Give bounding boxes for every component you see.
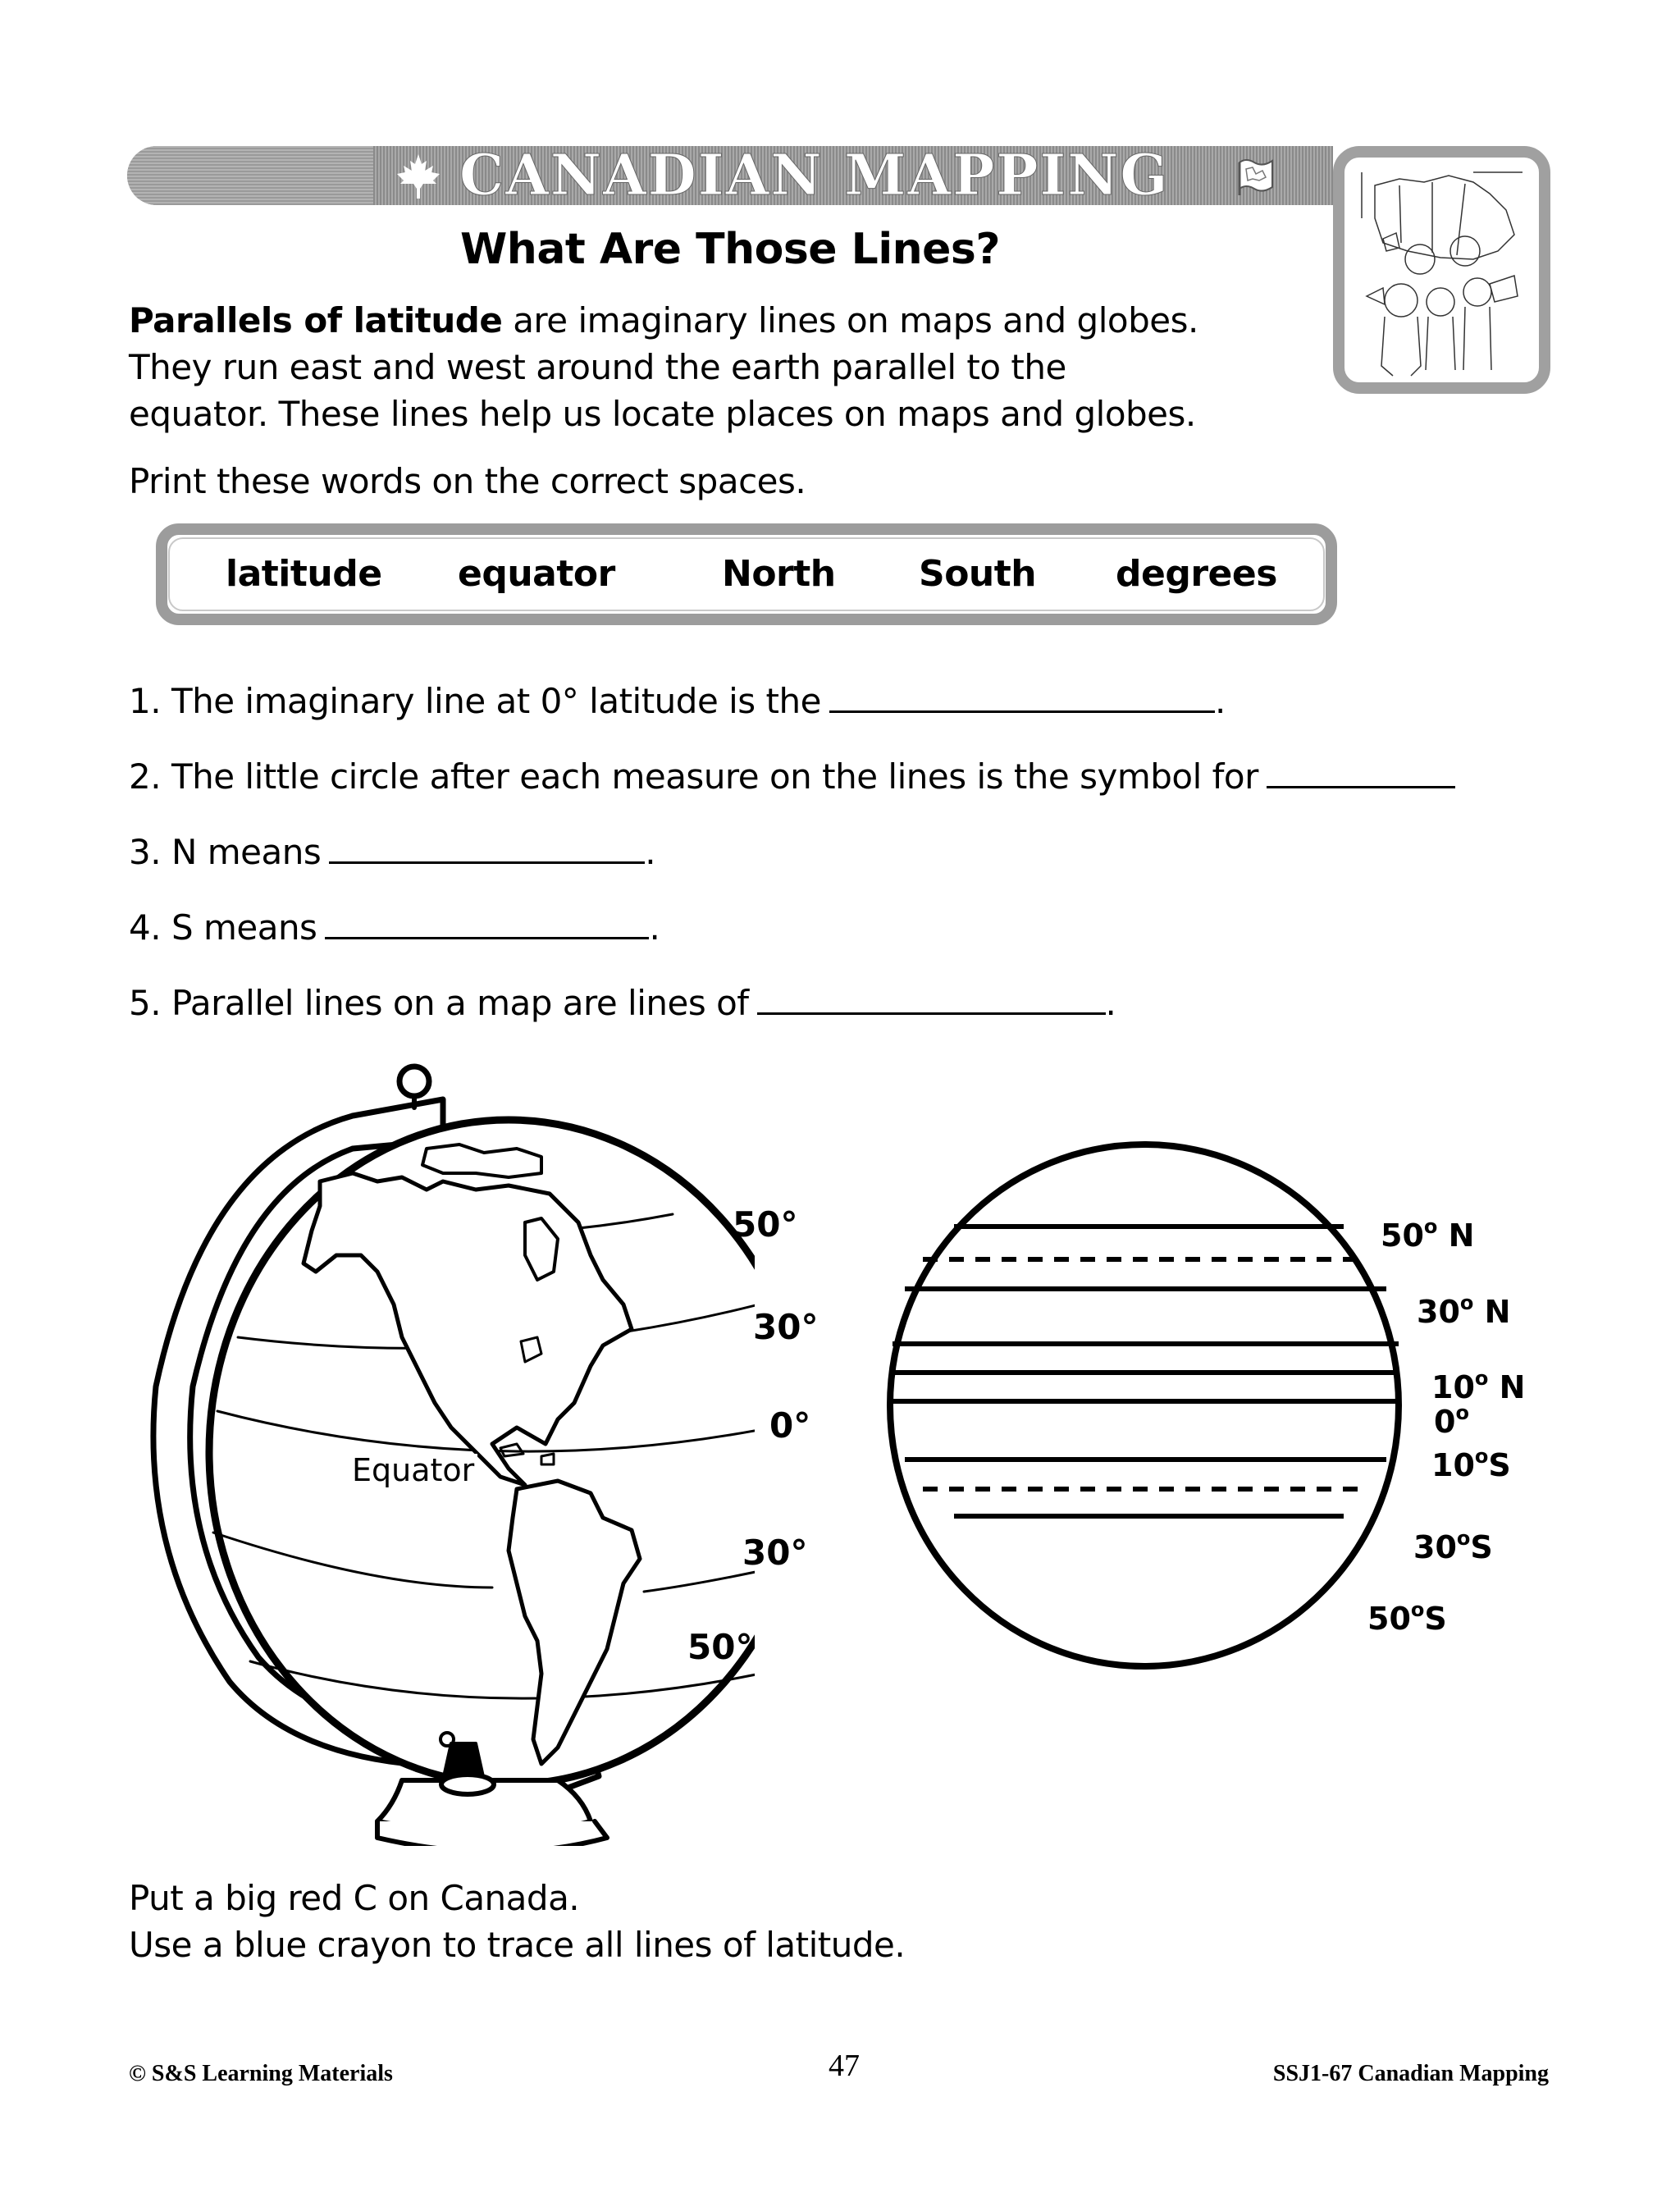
question-text: Parallel lines on a map are lines of — [171, 983, 749, 1023]
circle-label-30s: 30$^o$S — [1413, 1527, 1493, 1565]
intro-paragraph — [129, 297, 1359, 437]
answer-blank-4[interactable] — [325, 901, 649, 939]
latitude-circle-diagram — [878, 1136, 1419, 1678]
globe-label-30n: 30° — [753, 1307, 819, 1347]
question-text: N means — [171, 832, 322, 872]
question-text: The little circle after each measure on the lines is the symbol for — [171, 756, 1258, 797]
circle-label-30n: 30$^o$ N — [1417, 1291, 1511, 1330]
circle-label-10n: 10$^o$ N — [1431, 1367, 1526, 1405]
scroll-map-icon — [1235, 156, 1277, 197]
circle-label-10s: 10$^o$S — [1431, 1445, 1511, 1483]
question-number: 4. — [129, 907, 162, 948]
question-end: . — [1214, 681, 1226, 721]
word-bank-item-degrees: degrees — [1116, 553, 1277, 595]
question-4 — [129, 901, 660, 953]
globe-label-50s: 50° — [687, 1627, 753, 1667]
question-2 — [129, 750, 1455, 802]
word-bank-item-south: South — [919, 553, 1037, 595]
question-number: 1. — [129, 681, 162, 721]
question-number: 2. — [129, 756, 162, 797]
question-5 — [129, 976, 1116, 1028]
question-text: The imaginary line at 0° latitude is the — [171, 681, 821, 721]
footer-copyright: © S&S Learning Materials — [129, 2061, 393, 2086]
maple-leaf-icon — [395, 153, 441, 200]
answer-blank-5[interactable] — [757, 976, 1106, 1015]
word-bank-instruction: Print these words on the correct spaces. — [129, 461, 806, 501]
intro-line-2: They run east and west around the earth parallel to the — [129, 347, 1066, 387]
question-number: 3. — [129, 832, 162, 872]
question-end: . — [645, 832, 656, 872]
instruction-trace-latitude: Use a blue crayon to trace all lines of latitude. — [129, 1925, 906, 1965]
globe-label-30s: 30° — [742, 1533, 808, 1573]
word-bank-item-equator: equator — [458, 553, 615, 595]
answer-blank-2[interactable] — [1267, 750, 1455, 788]
question-3 — [129, 825, 655, 877]
answer-blank-3[interactable] — [329, 825, 645, 864]
globe-label-0: 0° — [769, 1405, 811, 1446]
instruction-canada-red-c: Put a big red C on Canada. — [129, 1878, 580, 1918]
equator-label: Equator — [349, 1454, 477, 1487]
intro-line-1: are imaginary lines on maps and globes. — [502, 300, 1198, 340]
circle-label-50n: 50$^o$ N — [1381, 1215, 1475, 1254]
intro-bold-term: Parallels of latitude — [129, 300, 503, 340]
banner-title: CANADIAN MAPPING — [459, 143, 1170, 208]
circle-label-50s: 50$^o$S — [1367, 1598, 1447, 1637]
question-number: 5. — [129, 983, 162, 1023]
globe-label-50n: 50° — [733, 1204, 798, 1245]
word-bank-item-north: North — [722, 553, 836, 595]
question-1 — [129, 674, 1226, 726]
question-end: . — [1105, 983, 1116, 1023]
header-banner-fade — [127, 146, 373, 205]
circle-label-0: 0$^o$ — [1434, 1401, 1469, 1440]
worksheet-title: What Are Those Lines? — [459, 225, 1001, 274]
word-bank-item-latitude: latitude — [226, 553, 382, 595]
footer-book-code: SSJ1-67 Canadian Mapping — [1272, 2061, 1549, 2086]
answer-blank-1[interactable] — [829, 674, 1215, 713]
page-number: 47 — [829, 2049, 860, 2083]
intro-line-3: equator. These lines help us locate places on maps and globes. — [129, 394, 1196, 434]
question-text: S means — [171, 907, 317, 948]
question-end: . — [649, 907, 660, 948]
